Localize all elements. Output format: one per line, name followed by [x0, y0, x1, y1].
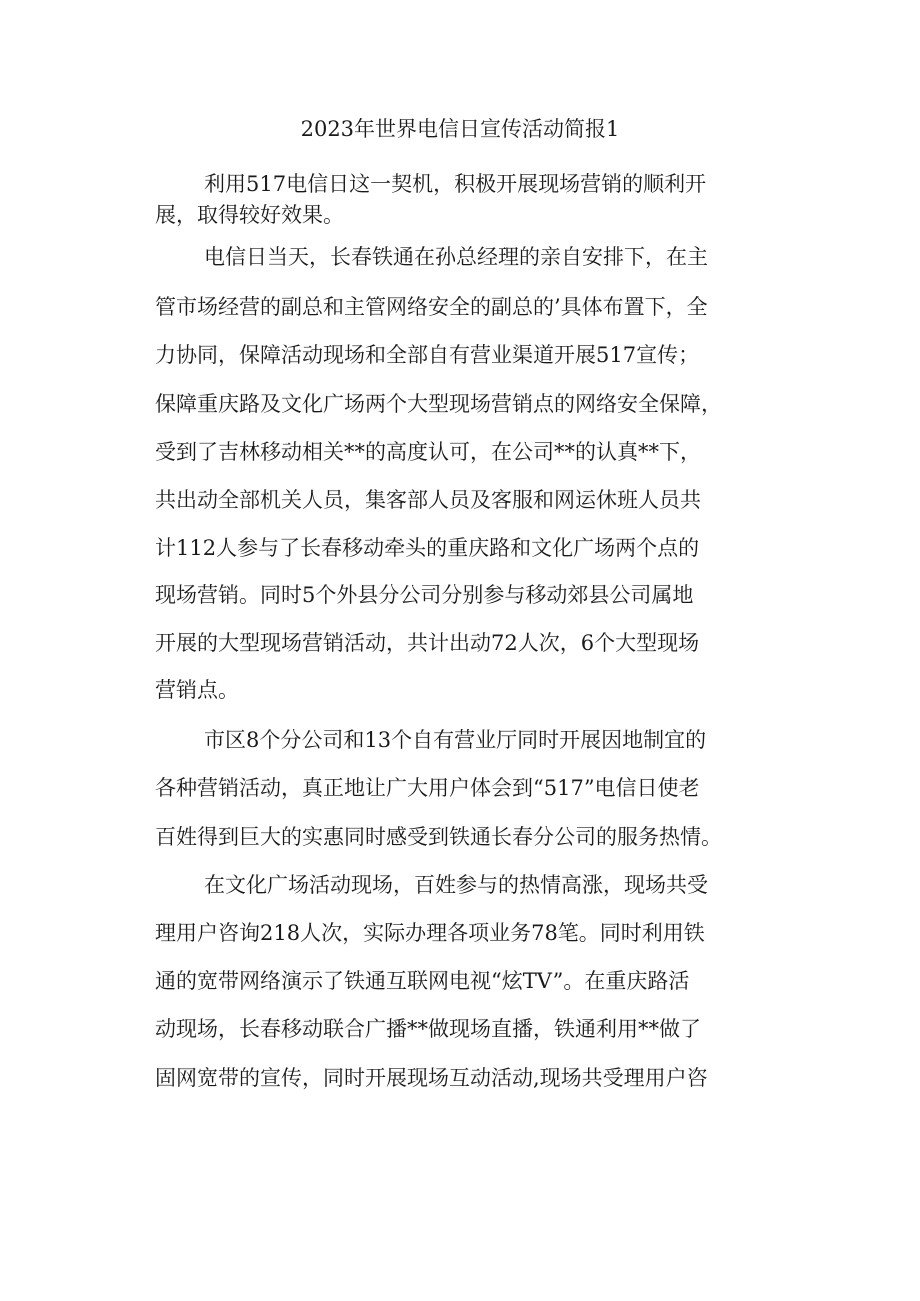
paragraph-line: 现场营销。同时5个外县分公司分别参与移动郊县公司属地 — [155, 583, 694, 607]
paragraph-line: 在文化广场活动现场，百姓参与的热情高涨，现场共受 — [204, 873, 708, 897]
paragraph-line: 力协同，保障活动现场和全部自有营业渠道开展517宣传； — [155, 343, 700, 367]
paragraph-line: 展，取得较好效果。 — [155, 203, 344, 227]
paragraph-line: 营销点。 — [155, 678, 239, 702]
paragraph-line: 受到了吉林移动相关**的高度认可，在公司**的认真**下， — [155, 440, 701, 464]
paragraph-line: 计112人参与了长春移动牵头的重庆路和文化广场两个点的 — [155, 536, 700, 560]
paragraph-line: 利用517电信日这一契机，积极开展现场营销的顺利开 — [204, 172, 707, 196]
paragraph-line: 开展的大型现场营销活动，共计出动72人次，6个大型现场 — [155, 631, 700, 655]
paragraph-line: 各种营销活动，真正地让广大用户体会到“517”电信日使老 — [155, 776, 700, 800]
paragraph-line: 市区8个分公司和13个自有营业厅同时开展因地制宜的 — [204, 728, 707, 752]
paragraph-line: 保障重庆路及文化广场两个大型现场营销点的网络安全保障， — [155, 392, 722, 416]
paragraph-line: 电信日当天，长春铁通在孙总经理的亲自安排下，在主 — [204, 245, 708, 269]
paragraph-line: 动现场，长春移动联合广播**做现场直播，铁通利用**做了 — [155, 1017, 701, 1041]
document-title: 2023年世界电信日宣传活动简报1 — [300, 117, 620, 141]
paragraph-line: 管市场经营的副总和主管网络安全的副总的’具体布置下，全 — [155, 295, 708, 319]
paragraph-line: 理用户咨询218人次，实际办理各项业务78笔。同时利用铁 — [155, 921, 705, 945]
paragraph-line: 通的宽带网络演示了铁通互联网电视“炫TV”。在重庆路活 — [155, 969, 690, 993]
paragraph-line: 共出动全部机关人员，集客部人员及客服和网运休班人员共 — [155, 488, 701, 512]
paragraph-line: 固网宽带的宣传，同时开展现场互动活动,现场共受理用户咨 — [155, 1066, 708, 1090]
paragraph-line: 百姓得到巨大的实惠同时感受到铁通长春分公司的服务热情。 — [155, 825, 722, 849]
